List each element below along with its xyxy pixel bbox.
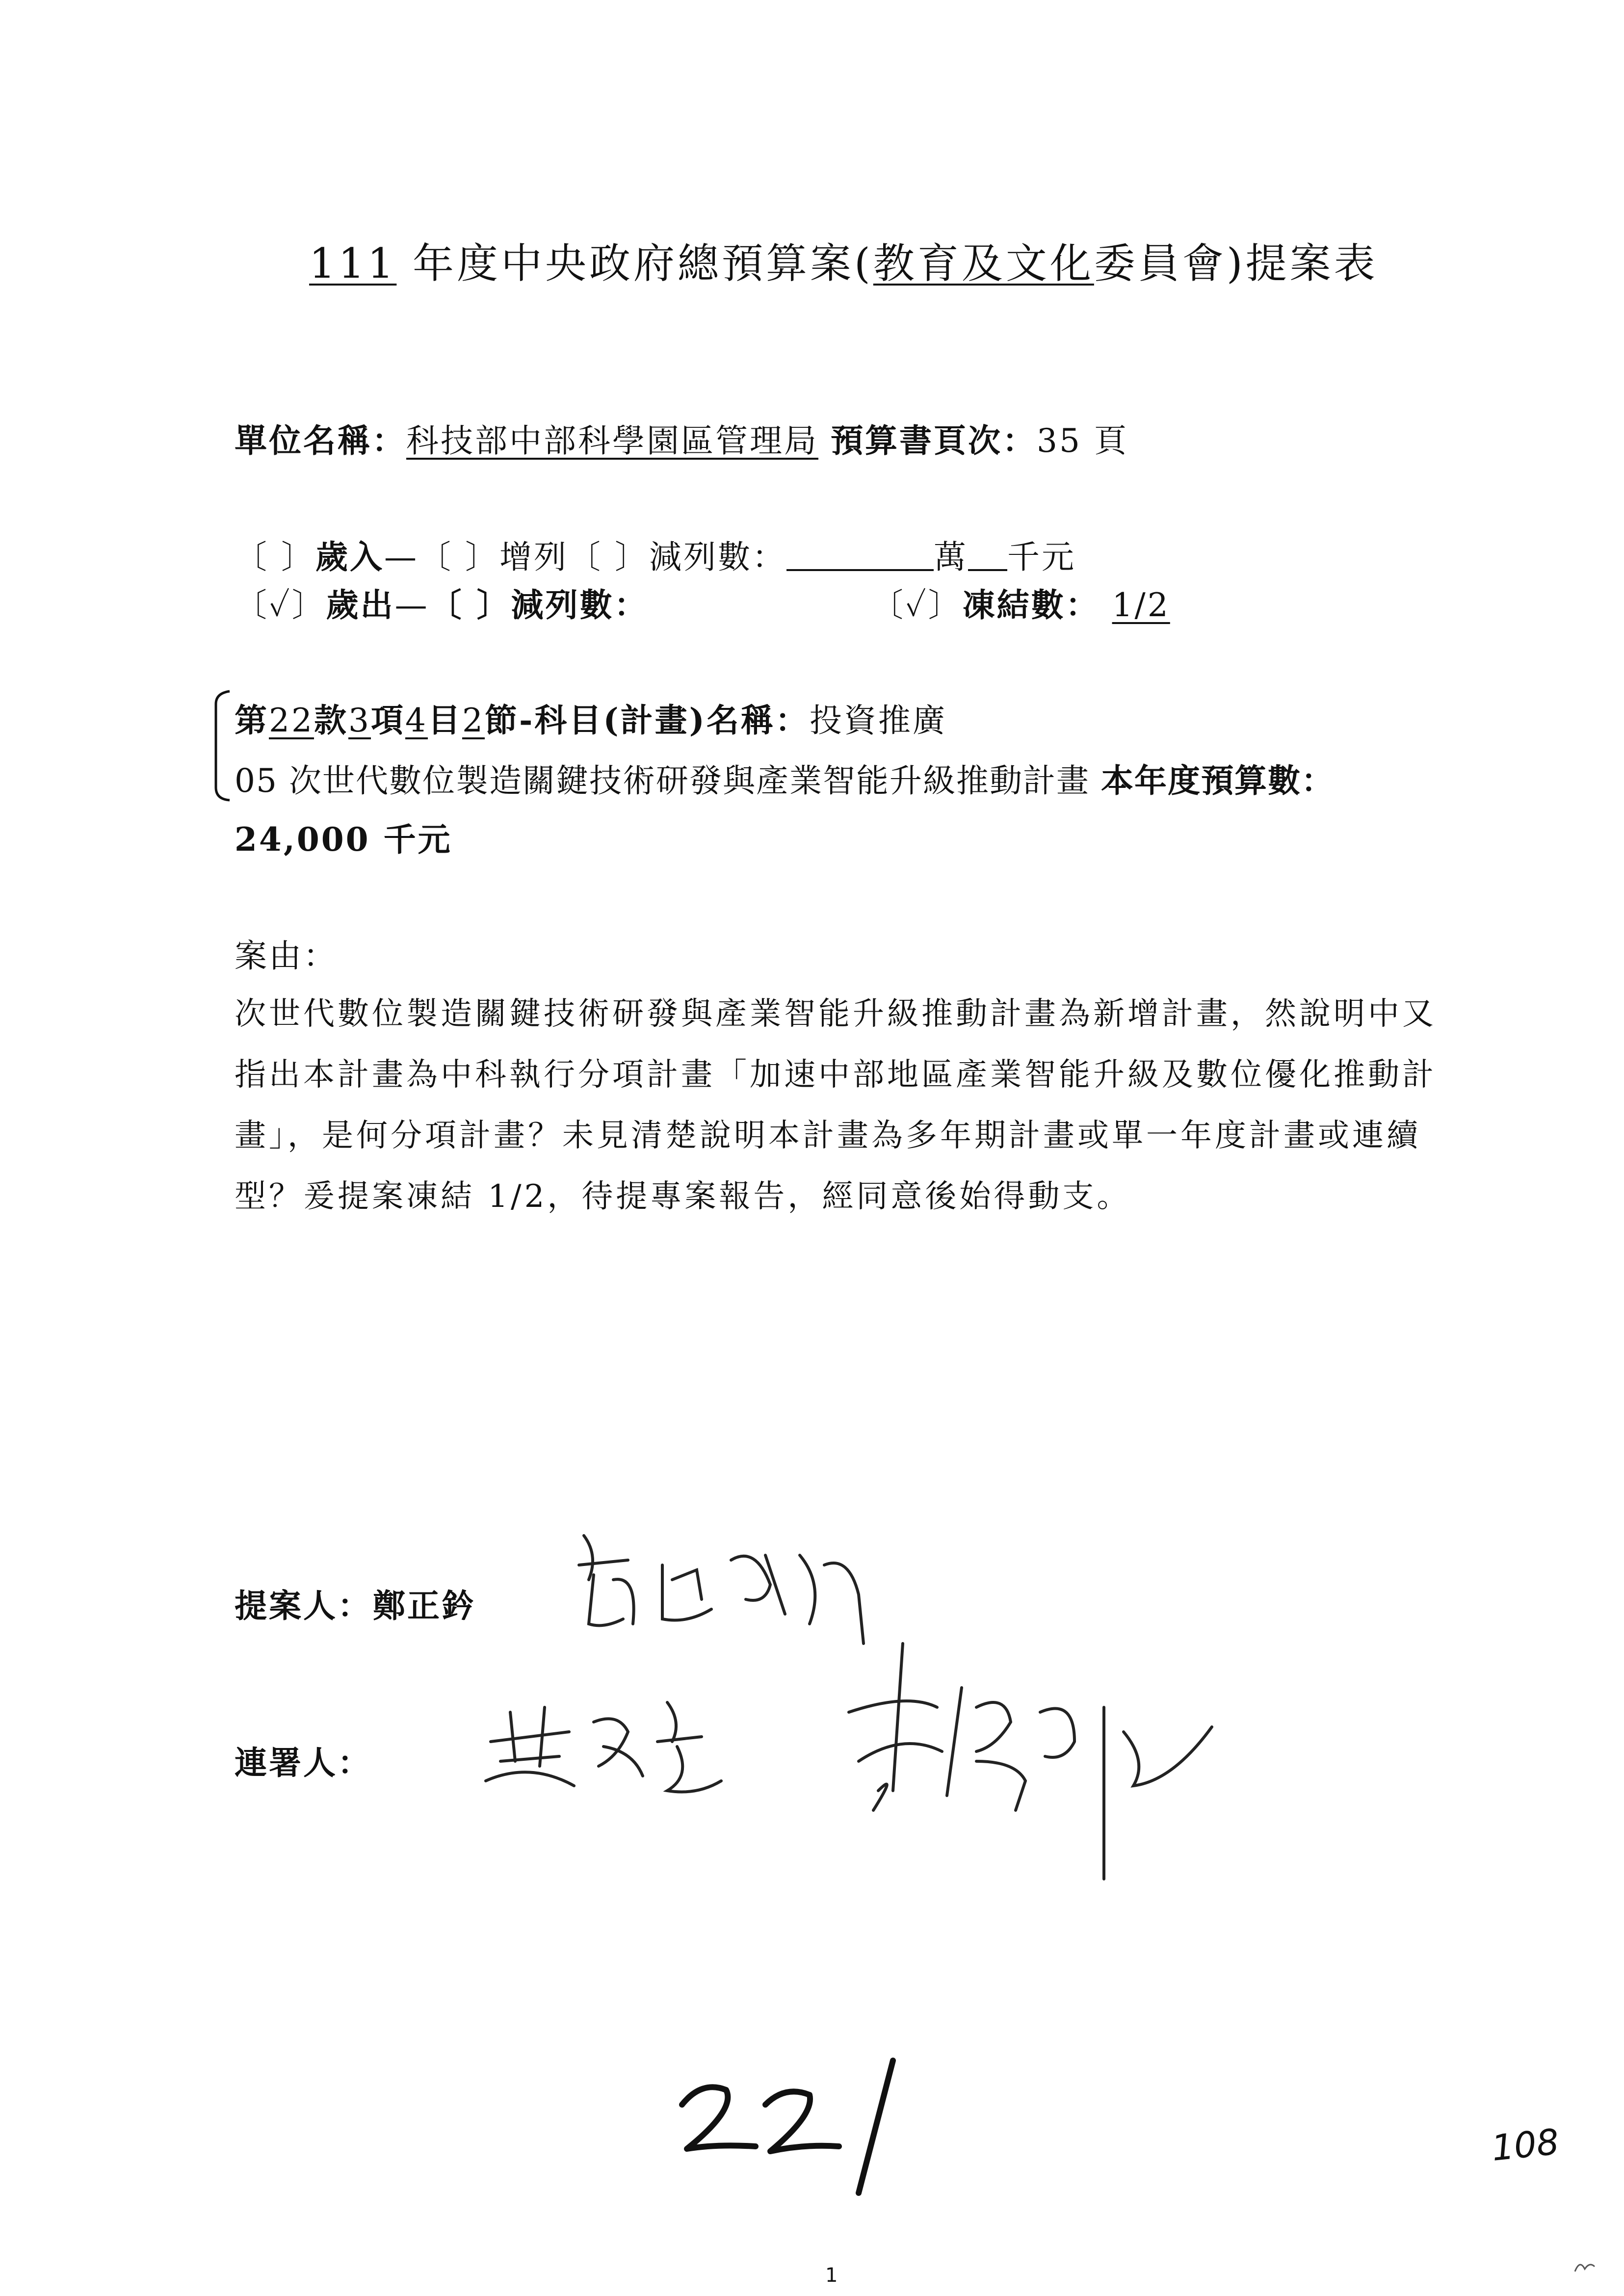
item-subject: 投資推廣 — [809, 702, 947, 739]
unit-name: 科技部中部科學園區管理局 — [406, 422, 818, 460]
reason-text: 次世代數位製造關鍵技術研發與產業智能升級推動計畫為新增計畫，然說明中又指出本計畫為中科執行分項計畫「加速中部地區產業智能升級及數位優化推動計畫」，是何分項計畫？未見清楚說明本計畫為多年期計畫或單一年度計畫或連續型？爰提案凍結 1/2，待提專案報告，經同意後始得動支。 — [235, 996, 1437, 1215]
freeze-box: 〔✓〕 — [871, 586, 963, 624]
item-xiang: 3 — [348, 702, 371, 739]
cosigner-signature-1 — [471, 1683, 736, 1800]
proposer-name: 鄭正鈐 — [373, 1587, 476, 1625]
revenue-qianyuan: 千元 — [1007, 538, 1076, 576]
revenue-box: 〔 〕 — [235, 538, 315, 576]
revenue-wan: 萬 — [933, 538, 968, 576]
item-kuan: 22 — [269, 702, 314, 739]
title-part2: 委員會)提案表 — [1094, 239, 1378, 287]
expenditure-box: 〔✓〕 — [235, 586, 326, 624]
title-year: 111 — [309, 239, 397, 287]
item-kuan-label: 款 — [314, 701, 348, 739]
corner-note: 108 — [1489, 2121, 1561, 2169]
item-budget-value: 24,000 千元 — [235, 820, 452, 859]
proposer-label: 提案人： — [235, 1587, 372, 1625]
revenue-label: 歲入 — [315, 538, 384, 576]
item-jie-label: 節-科目(計畫)名稱： — [484, 701, 810, 739]
cosigner-signature-2 — [829, 1634, 1222, 1889]
unit-label: 單位名稱： — [235, 421, 406, 460]
expenditure-label: 歲出 — [326, 586, 395, 624]
handwritten-number — [662, 2046, 937, 2203]
cosigner-label: 連署人： — [235, 1744, 372, 1782]
item-mu-label: 目 — [427, 701, 462, 739]
page-label: 預算書頁次： — [830, 421, 1037, 460]
corner-mark-icon — [1570, 2257, 1599, 2276]
left-bracket — [211, 689, 231, 802]
freeze-group — [871, 579, 1170, 626]
item-di: 第 — [235, 701, 269, 739]
item-mu: 4 — [405, 702, 428, 739]
revenue-line — [235, 531, 1076, 577]
document-title — [309, 231, 1378, 290]
item-budget-label: 本年度預算數： — [1100, 761, 1335, 800]
revenue-blank-wan — [786, 540, 934, 571]
item-xiang-label: 項 — [370, 701, 405, 739]
revenue-dash: — — [384, 538, 419, 576]
title-committee: 教育及文化 — [873, 239, 1094, 287]
reason-label: 案由： — [235, 937, 338, 975]
item-line-2 — [235, 755, 1335, 801]
freeze-label: 凍結數： — [962, 586, 1100, 624]
title-part1: 年度中央政府總預算案( — [413, 239, 873, 287]
item-line-1 — [235, 694, 947, 741]
page-value: 35 頁 — [1036, 422, 1128, 460]
revenue-blank-qian — [968, 540, 1007, 571]
expenditure-decrease: 〔 〕減列數： — [429, 586, 649, 624]
item-plan: 05 次世代數位製造關鍵技術研發與產業智能升級推動計畫 — [235, 762, 1090, 800]
unit-line — [235, 415, 1128, 461]
expenditure-dash: — — [394, 586, 429, 624]
revenue-decrease: 〔 〕減列數： — [568, 538, 786, 576]
freeze-value: 1/2 — [1112, 586, 1170, 624]
page-number: 1 — [825, 2264, 838, 2287]
item-jie: 2 — [462, 702, 485, 739]
revenue-increase: 〔 〕增列 — [418, 538, 568, 576]
expenditure-line — [235, 579, 649, 626]
